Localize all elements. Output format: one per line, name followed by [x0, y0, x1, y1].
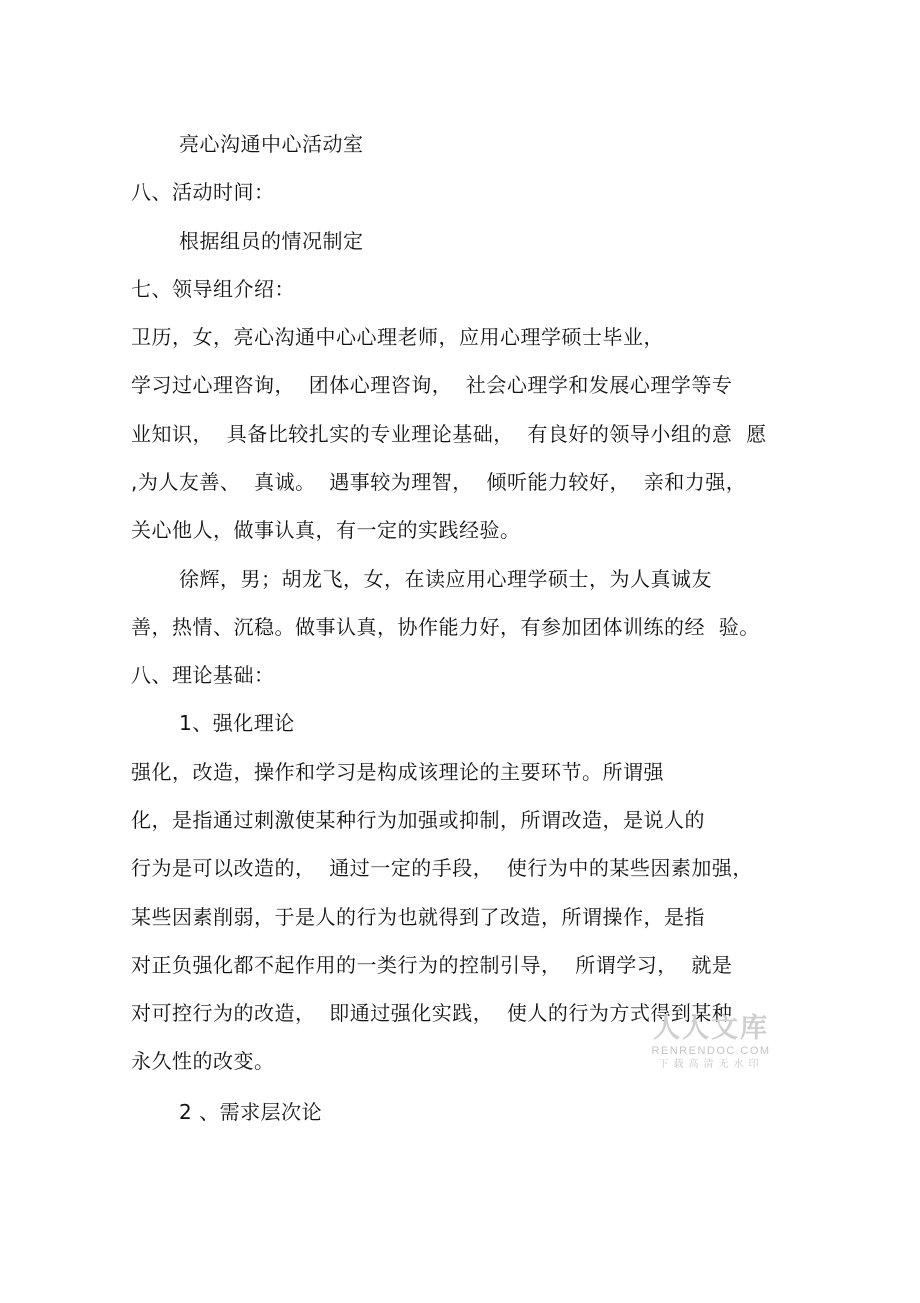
watermark-subtitle: 下载高清无水印 [658, 1059, 764, 1070]
section-heading: 七、领导组介绍： [131, 277, 295, 301]
watermark-url: RENRENDOC.COM [651, 1045, 771, 1057]
text-line: 化，是指通过刺激使某种行为加强或抑制，所谓改造，是说人的 [131, 808, 705, 832]
text-line: 善，热情、沉稳。做事认真，协作能力好，有参加团体训练的经 验。 [131, 615, 760, 639]
text-line: 对正负强化都不起作用的一类行为的控制引导， 所谓学习， 就是 [131, 953, 733, 977]
text-line: ,为人友善、 真诚。 遇事较为理智， 倾听能力较好， 亲和力强， [131, 470, 747, 494]
text-line: 关心他人，做事认真，有一定的实践经验。 [131, 518, 521, 542]
text-line: 根据组员的情况制定 [179, 229, 364, 253]
text-line: 强化，改造，操作和学习是构成该理论的主要环节。所谓强 [131, 760, 664, 784]
text-line: 卫历，女，亮心沟通中心心理老师，应用心理学硕士毕业， [131, 325, 664, 349]
watermark-title: 人人文库 [653, 1013, 769, 1044]
subsection-heading: 2 、需求层次论 [179, 1100, 323, 1124]
text-line: 徐辉，男；胡龙飞，女，在读应用心理学硕士，为人真诚友 [179, 567, 712, 591]
text-line: 行为是可以改造的， 通过一定的手段， 使行为中的某些因素加强， [131, 856, 753, 880]
text-line: 学习过心理咨询， 团体心理咨询， 社会心理学和发展心理学等专 [131, 373, 733, 397]
subsection-heading: 1、强化理论 [179, 711, 295, 735]
section-heading: 八、理论基础： [131, 663, 275, 687]
text-line: 某些因素削弱，于是人的行为也就得到了改造，所谓操作，是指 [131, 905, 705, 929]
text-line: 对可控行为的改造， 即通过强化实践， 使人的行为方式得到某种 [131, 1001, 733, 1025]
text-line: 永久性的改变。 [131, 1049, 275, 1073]
text-line: 亮心沟通中心活动室 [179, 132, 364, 156]
section-heading: 八、活动时间： [131, 180, 275, 204]
renrendoc-watermark [646, 1014, 776, 1071]
text-line: 业知识， 具备比较扎实的专业理论基础， 有良好的领导小组的意 愿 [131, 422, 767, 446]
